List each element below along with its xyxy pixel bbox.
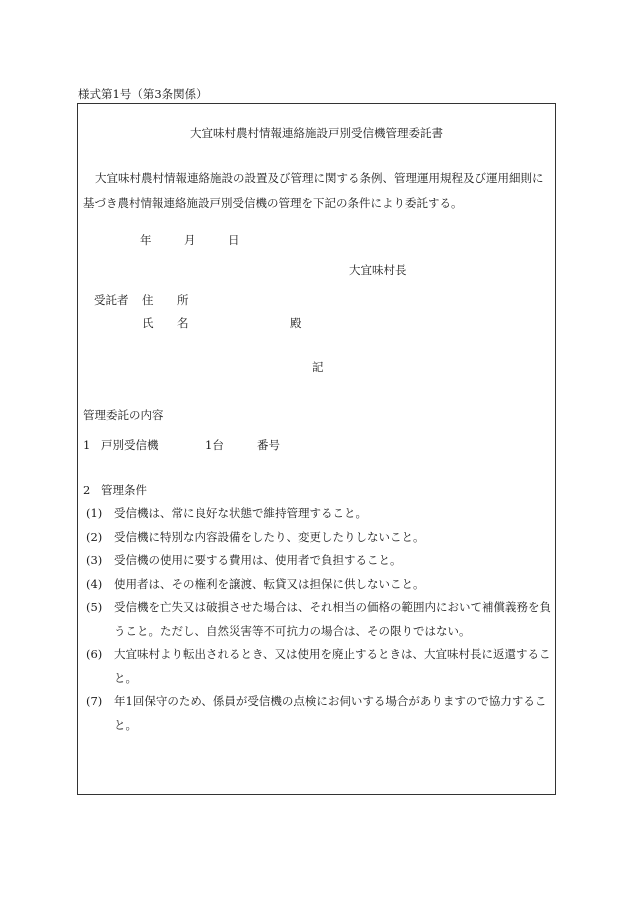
recipient-address-row <box>94 292 195 308</box>
name-label: 氏 名 <box>142 316 195 330</box>
item-1-quantity: 1台 <box>205 438 224 452</box>
section-2-heading <box>83 482 147 498</box>
condition-number: (1) <box>86 506 103 520</box>
condition-text: 使用者は、その権利を譲渡、転貸又は担保に供しないこと。 <box>114 576 425 591</box>
condition-text: 受信機の使用に要する費用は、使用者で負担すること。 <box>114 553 402 567</box>
condition-number: (6) <box>86 647 103 661</box>
condition-item <box>86 502 552 526</box>
ki-heading: 記 <box>312 360 324 374</box>
section-2-number: 2 <box>83 483 91 497</box>
item-1 <box>83 437 280 453</box>
date-year-label: 年 <box>140 233 152 247</box>
content-label: 管理委託の内容 <box>83 408 164 422</box>
condition-number: (7) <box>86 694 103 708</box>
form-number: 様式第1号（第3条関係） <box>78 87 208 101</box>
condition-number: (4) <box>86 576 103 591</box>
date-month-label: 月 <box>184 233 196 247</box>
conditions-list <box>86 502 552 737</box>
condition-item <box>86 549 552 573</box>
condition-item <box>86 596 552 643</box>
condition-number: (3) <box>86 553 103 567</box>
intro-paragraph: 大宜味村農村情報連絡施設の設置及び管理に関する条例、管理運用規程及び運用細則に基づき農村情報連絡施設戸別受信機の管理を下記の条件により委託する。 <box>83 171 544 210</box>
date-day-label: 日 <box>228 233 240 247</box>
condition-number: (2) <box>86 529 103 544</box>
honorific: 殿 <box>290 316 302 330</box>
condition-item <box>86 526 552 550</box>
condition-item <box>86 573 552 597</box>
item-1-name: 戸別受信機 <box>101 438 159 452</box>
section-2-title: 管理条件 <box>101 483 147 497</box>
condition-number: (5) <box>86 600 103 614</box>
recipient-label: 受託者 <box>94 293 129 307</box>
condition-text: 年1回保守のため、係員が受信機の点検にお伺いする場合がありますので協力すること。 <box>114 694 547 732</box>
condition-text: 受信機を亡失又は破損させた場合は、それ相当の価格の範囲内において補償義務を負うこと。ただし、自然災害等不可抗力の場合は、その限りではない。 <box>114 600 551 638</box>
condition-item <box>86 690 552 737</box>
item-1-serial-label: 番号 <box>257 438 280 452</box>
address-label: 住 所 <box>142 293 195 307</box>
condition-text: 受信機に特別な内容設備をしたり、変更したりしないこと。 <box>114 529 425 544</box>
recipient-name-row <box>94 315 302 331</box>
document-frame <box>77 103 556 795</box>
issuer: 大宜味村長 <box>349 263 407 277</box>
document-title: 大宜味村農村情報連絡施設戸別受信機管理委託書 <box>190 126 443 140</box>
condition-text: 受信機は、常に良好な状態で維持管理すること。 <box>114 506 367 520</box>
condition-item <box>86 643 552 690</box>
date-line <box>140 232 240 248</box>
condition-text: 大宜味村より転出されるとき、又は使用を廃止するときは、大宜味村長に返還すること。 <box>114 647 551 685</box>
item-1-number: 1 <box>83 438 91 452</box>
